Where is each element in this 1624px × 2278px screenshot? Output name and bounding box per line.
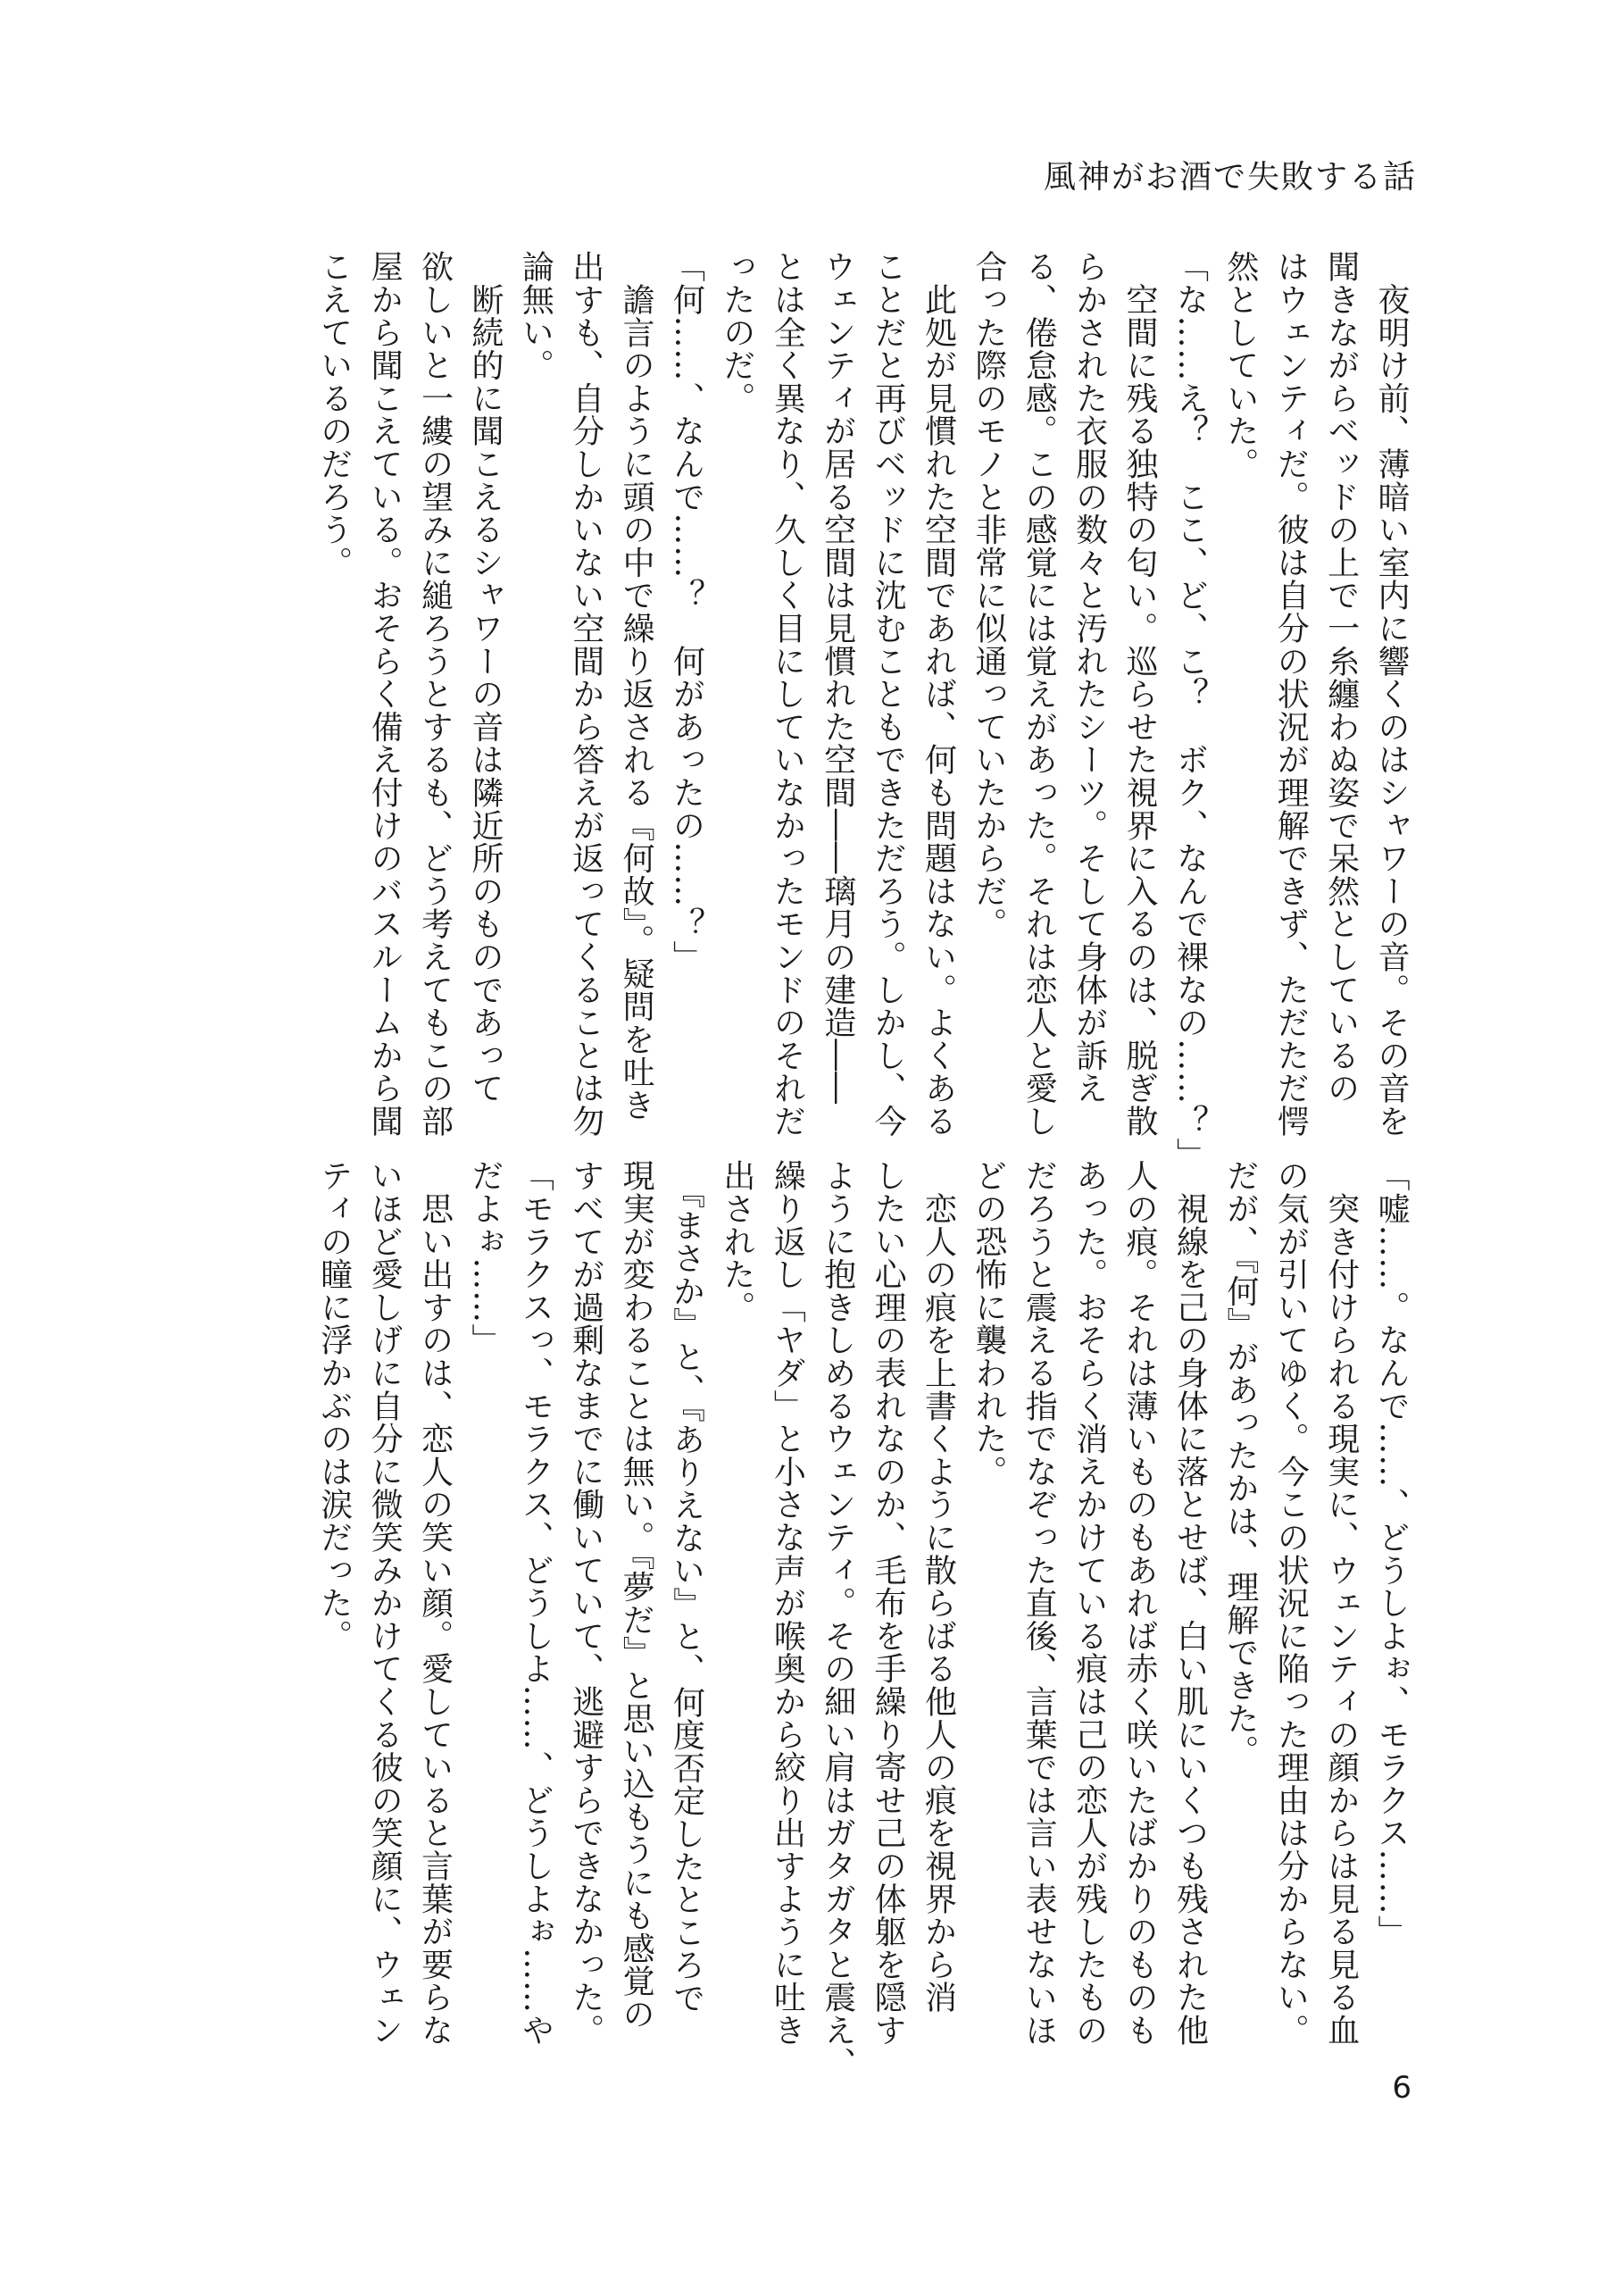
text-column-bottom — [268, 1159, 1410, 2080]
text-line: だが、『何』があったかは、理解できた。 — [1221, 1159, 1259, 1768]
text-line: 聞きながらベッドの上で一糸纏わぬ姿で呆然としているの — [1322, 250, 1360, 1105]
text-line: こえているのだろう。 — [315, 250, 353, 579]
text-line: 繰り返し「ヤダ」と小さな声が喉奥から絞り出すように吐き — [769, 1159, 806, 2047]
page-number: 6 — [1392, 2070, 1412, 2106]
text-line: 「な……え？ ここ、ど、こ？ ボク、なんで裸なの……？」 — [1171, 250, 1209, 1171]
text-line: 人の痕。それは薄いものもあれば赤く咲いたばかりのものも — [1121, 1159, 1159, 2047]
text-line: ったのだ。 — [718, 250, 755, 414]
text-line: 現実が変わることは無い。『夢だ』と思い込もうにも感覚の — [618, 1159, 655, 2031]
text-line: 出された。 — [718, 1159, 755, 1323]
text-line: 譫言のように頭の中で繰り返される『何故』。疑問を吐き — [618, 250, 655, 1122]
text-line: 然としていた。 — [1221, 250, 1259, 480]
text-line: ことだと再びベッドに沈むこともできただろう。しかし、今 — [870, 250, 907, 1138]
text-line: ティの瞳に浮かぶのは涙だった。 — [315, 1159, 353, 1652]
text-line: 『まさか』と、『ありえない』と、何度否定したところで — [668, 1159, 705, 2015]
text-line: 突き付けられる現実に、ウェンティの顔からは見る見る血 — [1322, 1159, 1360, 2047]
text-line: どの恐怖に襲われた。 — [970, 1159, 1007, 1488]
text-line: あった。おそらく消えかけている痕は己の恋人が残したもの — [1070, 1159, 1108, 2047]
text-line: すべてが過剰なまでに働いていて、逃避すらできなかった。 — [567, 1159, 604, 2047]
text-line: 思い出すのは、恋人の笑い顔。愛していると言葉が要らな — [416, 1159, 454, 2047]
text-line: 出すも、自分しかいない空間から答えが返ってくることは勿 — [567, 250, 604, 1138]
text-line: 論無い。 — [517, 250, 554, 382]
text-line: いほど愛しげに自分に微笑みかけてくる彼の笑顔に、ウェン — [366, 1159, 404, 2047]
text-line: したい心理の表れなのか、毛布を手繰り寄せ己の体躯を隠す — [870, 1159, 907, 2047]
text-line: らかされた衣服の数々と汚れたシーツ。そして身体が訴え — [1070, 250, 1108, 1105]
text-line: 恋人の痕を上書くように散らばる他人の痕を視界から消 — [920, 1159, 957, 2014]
text-line: ように抱きしめるウェンティ。その細い肩はガタガタと震え、 — [819, 1159, 856, 2080]
text-line: の気が引いてゆく。今この状況に陥った理由は分からない。 — [1272, 1159, 1310, 2047]
text-line: る、倦怠感。この感覚には覚えがあった。それは恋人と愛し — [1020, 250, 1058, 1138]
text-line: ウェンティが居る空間は見慣れた空間――璃月の建造―― — [819, 250, 856, 1105]
text-line: 空間に残る独特の匂い。巡らせた視界に入るのは、脱ぎ散 — [1121, 250, 1159, 1138]
text-line: 視線を己の身体に落とせば、白い肌にいくつも残された他 — [1171, 1159, 1209, 2047]
text-line: 「モラクスっ、モラクス、どうしよ……、どうしよぉ……や — [517, 1159, 554, 2047]
text-line: 欲しいと一縷の望みに縋ろうとするも、どう考えてもこの部 — [416, 250, 454, 1138]
text-line: だろうと震える指でなぞった直後、言葉では言い表せないほ — [1020, 1159, 1058, 2047]
running-title: 風神がお酒で失敗する話 — [1043, 159, 1417, 196]
text-line: 此処が見慣れた空間であれば、何も問題はない。よくある — [920, 250, 957, 1138]
text-line: はウェンティだ。彼は自分の状況が理解できず、ただただ愕 — [1272, 250, 1310, 1138]
text-line: 「嘘……。なんで……、どうしよぉ、モラクス……」 — [1373, 1159, 1410, 1948]
text-line: だよぉ……」 — [466, 1159, 504, 1356]
text-line: 合った際のモノと非常に似通っていたからだ。 — [970, 250, 1007, 940]
text-line: とは全く異なり、久しく目にしていなかったモンドのそれだ — [769, 250, 806, 1138]
text-column-top — [268, 250, 1410, 1171]
text-line: 屋から聞こえている。おそらく備え付けのバスルームから聞 — [366, 250, 404, 1138]
text-line: 夜明け前、薄暗い室内に響くのはシャワーの音。その音を — [1373, 250, 1410, 1138]
text-line: 「何……、なんで……？ 何があったの……？」 — [668, 250, 705, 973]
text-line: 断続的に聞こえるシャワーの音は隣近所のものであって — [466, 250, 504, 1105]
